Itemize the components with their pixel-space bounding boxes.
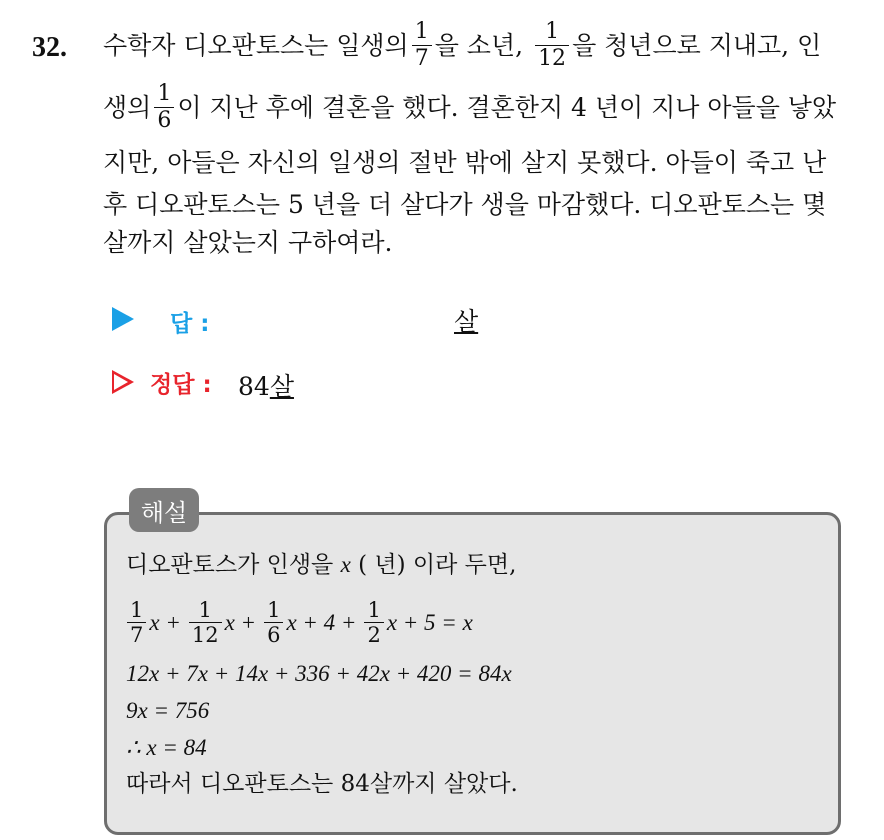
problem-line-4: 후 디오판토스는 5 년을 더 살다가 생을 마감했다. 디오판토스는 몇 (103, 190, 827, 219)
solution-equation-3: 9x = 756 (126, 698, 210, 723)
answer-unit: 살 (454, 307, 479, 336)
fraction-one-sixth: $\frac{1}{6}$ (154, 81, 174, 134)
answer-label: 답 : (170, 311, 210, 337)
problem-line-5: 살까지 살았는지 구하여라. (103, 228, 393, 257)
problem-line-3: 지만, 아들은 자신의 일생의 절반 밖에 살지 못했다. 아들이 죽고 난 (103, 148, 827, 177)
fraction-one-twelfth: $\frac{1}{12}$ (535, 19, 569, 72)
fraction-one-seventh: $\frac{1}{7}$ (412, 19, 432, 72)
fraction: $\frac{1}{6}$ (264, 598, 283, 647)
fraction: $\frac{1}{12}$ (189, 598, 222, 647)
solution-equation-2: 12x + 7x + 14x + 336 + 42x + 420 = 84x (126, 661, 512, 686)
solution-equation-4: ∴ x = 84 (126, 735, 207, 760)
correct-answer-arrow-icon (112, 370, 134, 394)
correct-answer-label: 정답 : (150, 372, 212, 398)
solution-tab: 해설 (129, 488, 199, 532)
problem-line-1 (103, 18, 821, 72)
problem-line-2 (103, 80, 836, 134)
correct-answer-value: 84살 (238, 372, 294, 401)
fraction: $\frac{1}{2}$ (364, 598, 383, 647)
solution-line-1: 디오판토스가 인생을 x ( 년) 이라 두면, (126, 552, 517, 578)
problem-text: 생의 (103, 92, 152, 122)
problem-text: 을 소년, (434, 30, 524, 60)
answer-arrow-icon (112, 307, 134, 331)
solution-equation-1: $\frac{1}{7}$ x + $\frac{1}{12}$ x + $\frac{1}{6}$ x + 4 + $\frac{1}{2}$ x + 5 = x (124, 592, 473, 652)
problem-text: 을 청년으로 지내고, 인 (572, 30, 822, 60)
problem-text: 이 지난 후에 결혼을 했다. 결혼한지 4 년이 지나 아들을 낳았 (177, 92, 837, 122)
problem-text: 수학자 디오판토스는 일생의 (103, 30, 409, 60)
question-number: 32. (32, 32, 67, 63)
fraction: $\frac{1}{7}$ (127, 598, 146, 647)
solution-conclusion: 따라서 디오판토스는 84살까지 살았다. (126, 771, 518, 797)
